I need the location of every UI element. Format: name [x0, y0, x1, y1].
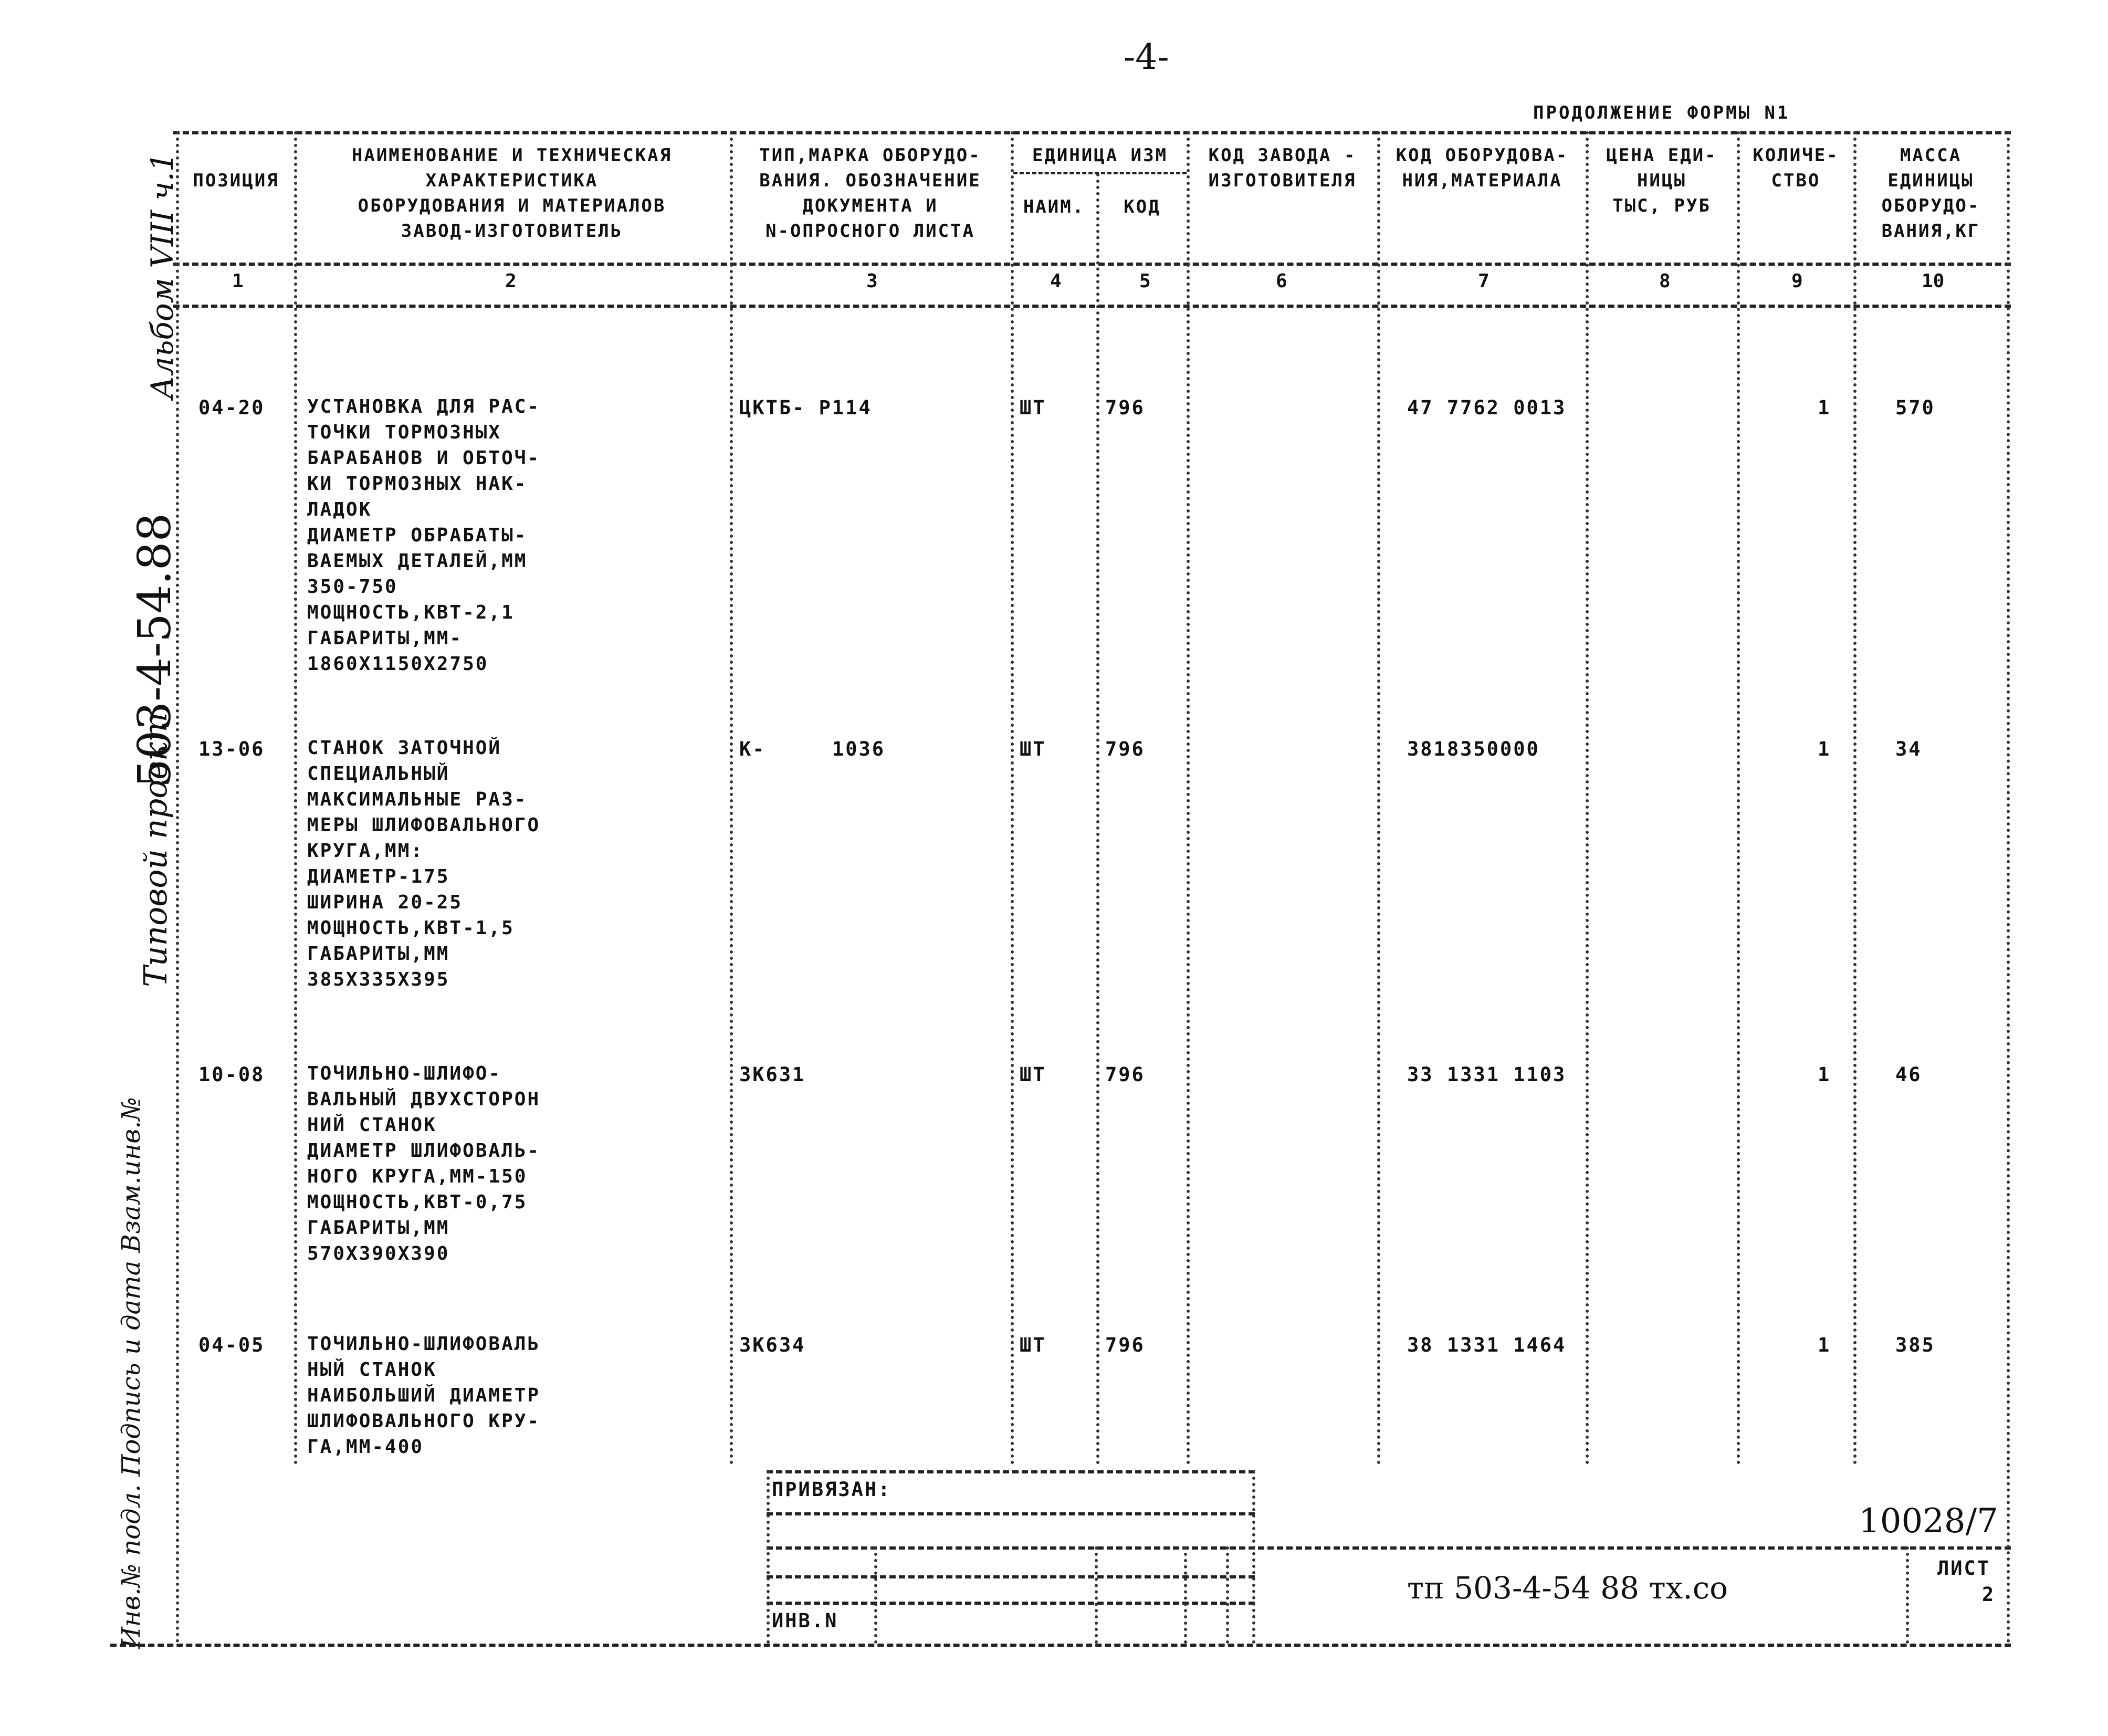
- table-top-border: [173, 131, 2011, 134]
- column-numbers-bottom-border: [173, 305, 2011, 308]
- row-unit-code: 796: [1105, 396, 1145, 419]
- row-unit-code: 796: [1105, 738, 1145, 760]
- stamp-line-2: [767, 1512, 1255, 1515]
- row-quantity: 1: [1818, 396, 1831, 419]
- document-code: тп 503-4-54 88 тх.со: [1407, 1570, 1728, 1606]
- column-number: 2: [505, 270, 517, 292]
- stamp-divider-1: [874, 1546, 877, 1644]
- col-divider-3: [1011, 131, 1014, 1465]
- row-description: ТОЧИЛЬНО-ШЛИФО- ВАЛЬНЫЙ ДВУХСТОРОН НИЙ СТАНОК ДИАМЕТР ШЛИФОВАЛЬ- НОГО КРУГА,ММ-150 МОЩНОСТЬ,КВТ-0,75 ГАБАРИТЫ,ММ 570X390X390: [307, 1063, 541, 1264]
- row-type-mark: 3К634: [739, 1334, 806, 1356]
- stamp-line-5: [767, 1602, 1255, 1605]
- row-unit-name: ШТ: [1020, 396, 1046, 419]
- sheet-label: ЛИСТ: [1937, 1557, 1991, 1580]
- table-right-border: [2007, 131, 2010, 1644]
- column-number: 6: [1276, 270, 1287, 292]
- row-equipment-code: 47 7762 0013: [1407, 396, 1567, 419]
- row-description: СТАНОК ЗАТОЧНОЙ СПЕЦИАЛЬНЫЙ МАКСИМАЛЬНЫЕ РАЗ- МЕРЫ ШЛИФОВАЛЬНОГО КРУГА,ММ: ДИАМЕТР-175 ШИРИНА 20-25 МОЩНОСТЬ,КВТ-1,5 ГАБАРИТЫ,ММ 385X335X395: [307, 737, 541, 990]
- col-divider-1: [294, 131, 297, 1465]
- header-unit: ЕДИНИЦА ИЗМ: [1032, 145, 1168, 166]
- column-number: 1: [232, 270, 244, 292]
- table-bottom-border: [110, 1644, 2011, 1647]
- stamp-right-border: [1252, 1470, 1255, 1644]
- row-position: 13-06: [198, 738, 265, 760]
- row-position: 10-08: [198, 1063, 265, 1086]
- stamp-left-border: [767, 1470, 770, 1644]
- album-note: Альбом VIII ч.1: [144, 152, 180, 399]
- row-unit-code: 796: [1105, 1063, 1145, 1086]
- row-quantity: 1: [1818, 1063, 1831, 1086]
- stamp-divider-3: [1184, 1546, 1187, 1644]
- header-name-characteristics: НАИМЕНОВАНИЕ И ТЕХНИЧЕСКАЯ ХАРАКТЕРИСТИКА ОБОРУДОВАНИЯ И МАТЕРИАЛОВ ЗАВОД-ИЗГОТОВИТЕЛЬ: [351, 145, 673, 242]
- continuation-title: ПРОДОЛЖЕНИЕ ФОРМЫ N1: [1533, 102, 1790, 123]
- privyazan-label: ПРИВЯЗАН:: [772, 1478, 892, 1501]
- stamp-divider-4: [1226, 1546, 1229, 1644]
- row-description: ТОЧИЛЬНО-ШЛИФОВАЛЬ НЫЙ СТАНОК НАИБОЛЬШИЙ ДИАМЕТР ШЛИФОВАЛЬНОГО КРУ- ГА,ММ-400: [307, 1333, 541, 1458]
- header-quantity: КОЛИЧЕ- СТВО: [1753, 145, 1839, 191]
- row-unit-name: ШТ: [1020, 1063, 1046, 1086]
- row-quantity: 1: [1818, 738, 1831, 760]
- row-type-mark: ЦКТБ- Р114: [739, 396, 872, 419]
- table-left-border: [176, 131, 179, 1644]
- header-equipment-code: КОД ОБОРУДОВА- НИЯ,МАТЕРИАЛА: [1396, 145, 1569, 191]
- column-number: 10: [1922, 270, 1945, 292]
- row-equipment-code: 3818350000: [1407, 738, 1540, 760]
- col-divider-7: [1586, 131, 1589, 1465]
- col-divider-8: [1737, 131, 1740, 1465]
- header-unit-code: КОД: [1124, 196, 1161, 217]
- row-equipment-code: 38 1331 1464: [1407, 1334, 1567, 1356]
- header-type-mark: ТИП,МАРКА ОБОРУДО- ВАНИЯ. ОБОЗНАЧЕНИЕ ДОКУМЕНТА И N-ОПРОСНОГО ЛИСТА: [759, 145, 981, 242]
- row-mass: 570: [1895, 396, 1935, 419]
- row-position: 04-05: [198, 1334, 265, 1356]
- row-mass: 385: [1895, 1334, 1935, 1356]
- handwritten-number: 10028/7: [1859, 1502, 1998, 1541]
- column-number: 5: [1139, 270, 1151, 292]
- col-divider-4: [1096, 173, 1099, 1465]
- col-divider-5: [1187, 131, 1190, 1465]
- row-position: 04-20: [198, 396, 265, 419]
- row-type-mark: 3К631: [739, 1063, 806, 1086]
- header-unit-mass: МАССА ЕДИНИЦЫ ОБОРУДО- ВАНИЯ,КГ: [1881, 145, 1980, 242]
- sheet-box-left-border: [1906, 1546, 1909, 1644]
- row-mass: 34: [1895, 738, 1922, 760]
- column-number: 9: [1791, 270, 1803, 292]
- column-number: 4: [1050, 270, 1062, 292]
- row-equipment-code: 33 1331 1103: [1407, 1063, 1567, 1086]
- stamp-line-3: [767, 1546, 2011, 1550]
- unit-subheader-line: [1013, 172, 1187, 174]
- column-number: 7: [1478, 270, 1490, 292]
- row-type-mark: К- 1036: [739, 738, 886, 760]
- project-type-note: Типовой проект: [138, 712, 174, 987]
- col-divider-2: [730, 131, 733, 1465]
- header-unit-price: ЦЕНА ЕДИ- НИЦЫ ТЫС, РУБ: [1606, 145, 1717, 216]
- stamp-labels-note: Инв.№ подл. Подпись и дата Взам.инв.№: [117, 1097, 146, 1649]
- header-position: ПОЗИЦИЯ: [193, 170, 279, 191]
- stamp-line-4: [767, 1575, 1255, 1578]
- header-factory-code: КОД ЗАВОДА - ИЗГОТОВИТЕЛЯ: [1208, 145, 1357, 191]
- stamp-top-border: [767, 1470, 1255, 1473]
- row-quantity: 1: [1818, 1334, 1831, 1356]
- page-number: -4-: [1124, 37, 1169, 77]
- column-number: 8: [1659, 270, 1671, 292]
- header-unit-name: НАИМ.: [1023, 196, 1085, 217]
- project-number-note: 503-4-54.88: [129, 513, 181, 788]
- inventory-number-label: ИНВ.N: [772, 1609, 838, 1632]
- row-unit-code: 796: [1105, 1334, 1145, 1356]
- column-number: 3: [866, 270, 878, 292]
- row-description: УСТАНОВКА ДЛЯ РАС- ТОЧКИ ТОРМОЗНЫХ БАРАБАНОВ И ОБТОЧ- КИ ТОРМОЗНЫХ НАК- ЛАДОК ДИАМЕТР ОБРАБАТЫ- ВАЕМЫХ ДЕТАЛЕЙ,ММ 350-750 МОЩНОСТЬ,КВТ-2,1 ГАБАРИТЫ,ММ- 1860X1150X2750: [307, 396, 541, 675]
- col-divider-9: [1853, 131, 1857, 1465]
- stamp-divider-2: [1095, 1546, 1098, 1644]
- row-unit-name: ШТ: [1020, 738, 1046, 760]
- row-unit-name: ШТ: [1020, 1334, 1046, 1356]
- header-bottom-border: [173, 263, 2011, 266]
- col-divider-6: [1377, 131, 1380, 1465]
- row-mass: 46: [1895, 1063, 1922, 1086]
- sheet-number: 2: [1982, 1583, 1996, 1606]
